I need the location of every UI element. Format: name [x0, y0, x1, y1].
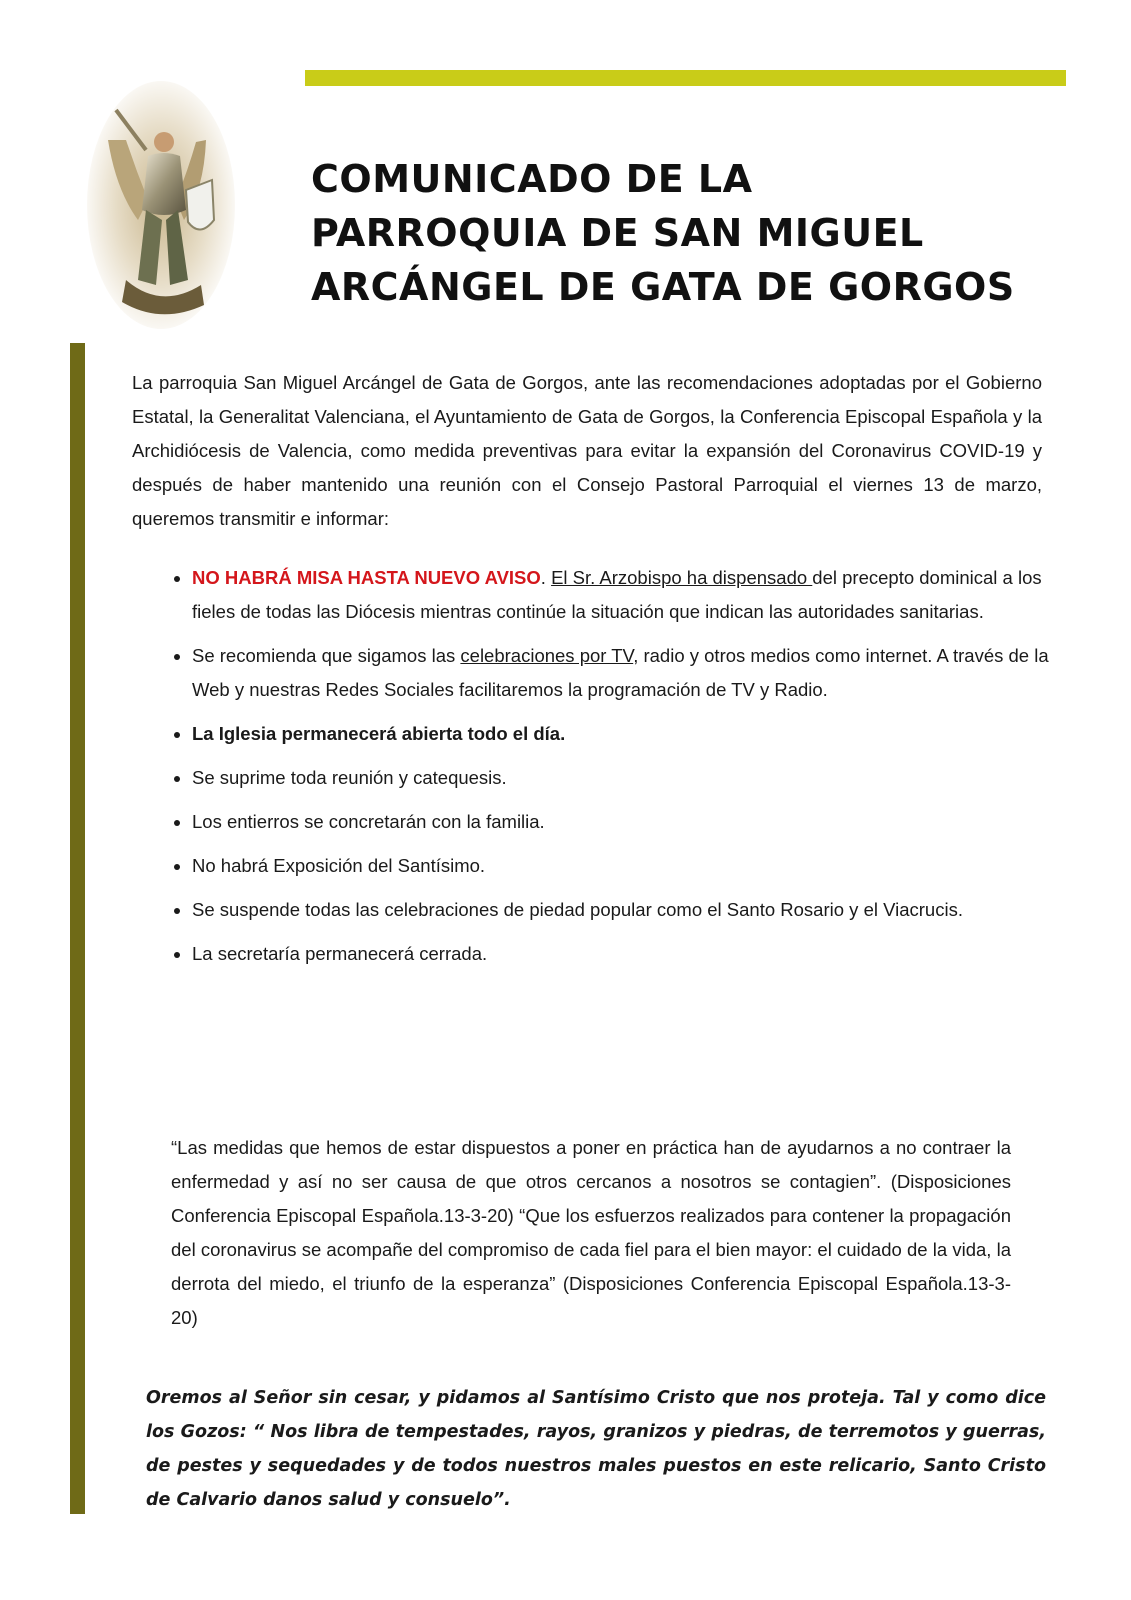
quote-paragraph: “Las medidas que hemos de estar dispuestos a poner en práctica han de ayudarnos a no contraer la enfermedad y así no ser causa de que otros cercanos a nosotros se contagien”. (Disposiciones Conferencia Episcopal Española.13-3-20) “Que los esfuerzos realizados para contener la propagación del coronavirus se acompañe del compromiso de cada fiel para el bien mayor: el cuidado de la vida, la derrota del miedo, el triunfo de la esperanza” (Disposiciones Conferencia Episcopal Española.13-3-20) [171, 1137, 1011, 1328]
page-title [311, 152, 1071, 314]
accent-bar [305, 70, 1066, 86]
measures-list [140, 561, 1072, 981]
title-line-3: ARCÁNGEL DE GATA DE GORGOS [311, 265, 1015, 309]
side-accent-bar [70, 343, 85, 1514]
prayer-paragraph: Oremos al Señor sin cesar, y pidamos al Santísimo Cristo que nos proteja. Tal y como dice los Gozos: “ Nos libra de tempestades, rayos, granizos y piedras, de terremotos y guerras, de pestes y sequedades y de todos nuestros males puestos en este relicario, Santo Cristo de Calvario danos salud y consuelo”. [146, 1388, 1046, 1510]
title-line-1: COMUNICADO DE LA [311, 157, 753, 201]
list-item: • Se suspende todas las celebraciones de piedad popular como el Santo Rosario y el Viacrucis. [192, 893, 1072, 927]
list-item: • No habrá Exposición del Santísimo. [192, 849, 1072, 883]
title-line-2: PARROQUIA DE SAN MIGUEL [311, 211, 924, 255]
intro-paragraph: La parroquia San Miguel Arcángel de Gata de Gorgos, ante las recomendaciones adoptadas por el Gobierno Estatal, la Generalitat Valenciana, el Ayuntamiento de Gata de Gorgos, la Conferencia Episcopal Española y la Archidiócesis de Valencia, como medida preventivas para evitar la expansión del Coronavirus COVID-19 y después de haber mantenido una reunión con el Consejo Pastoral Parroquial el viernes 13 de marzo, queremos transmitir e informar: [132, 372, 1042, 529]
list-item: • Los entierros se concretarán con la familia. [192, 805, 1072, 839]
item-text: del precepto dominical a los fieles de todas las Diócesis mientras continúe la situación que indican las autoridades sanitarias. [192, 567, 1042, 622]
item-text: Se recomienda que sigamos las [192, 645, 461, 666]
list-item [192, 561, 1072, 629]
list-item [192, 639, 1072, 707]
list-item: • La secretaría permanecerá cerrada. [192, 937, 1072, 971]
alert-text: NO HABRÁ MISA HASTA NUEVO AVISO [192, 567, 541, 588]
separator-text: . [540, 567, 552, 588]
list-item: • La Iglesia permanecerá abierta todo el día. [192, 717, 1072, 751]
underlined-text: El Sr. Arzobispo ha dispensado [551, 567, 813, 588]
saint-michael-image [86, 80, 236, 330]
item-text: , radio y otros medios como internet. A través de la Web y nuestras Redes Sociales facilitaremos la programación de TV y Radio. [192, 645, 1049, 700]
list-item: • Se suprime toda reunión y catequesis. [192, 761, 1072, 795]
underlined-text: celebraciones por TV [460, 645, 634, 666]
